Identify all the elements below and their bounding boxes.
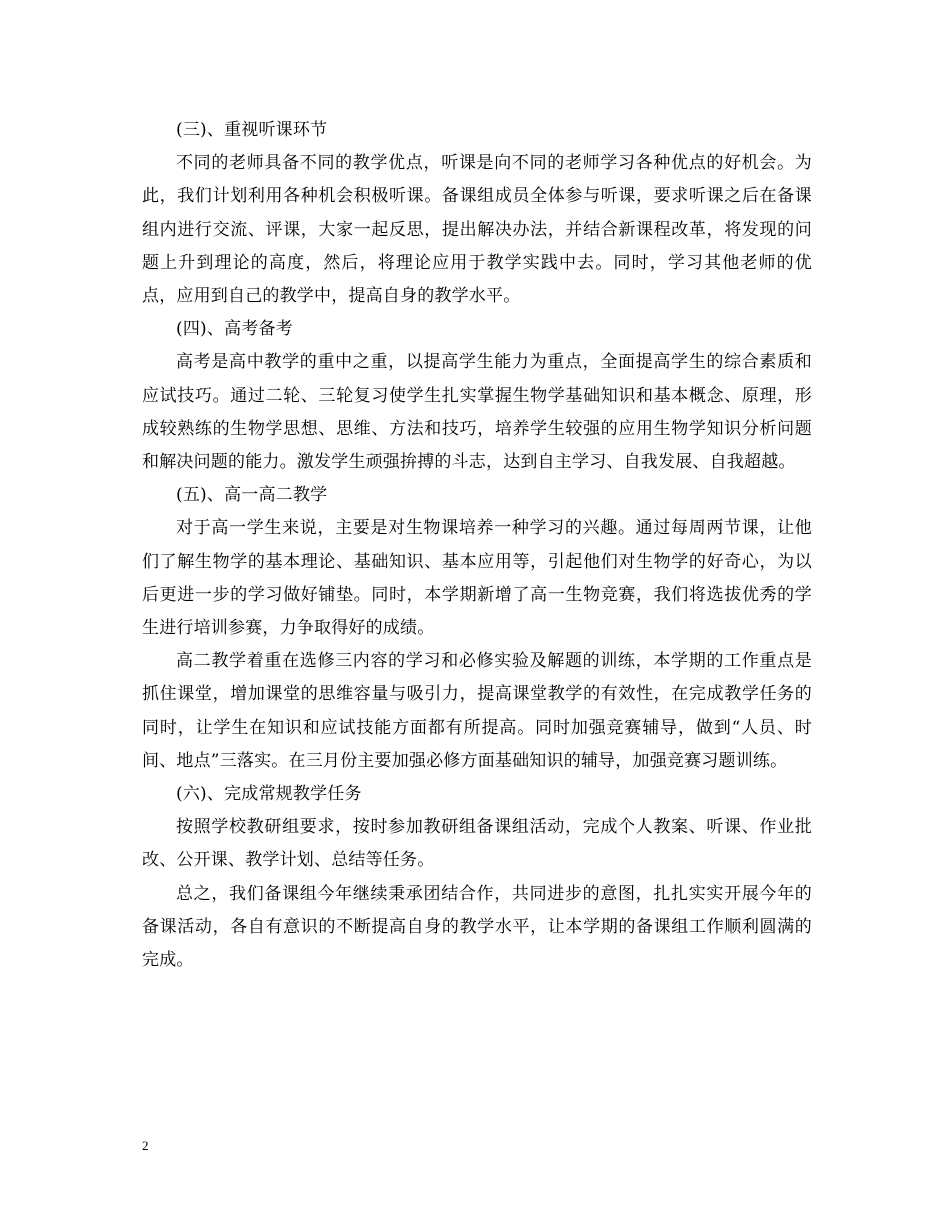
paragraph-grade-10-teaching: 对于高一学生来说，主要是对生物课培养一种学习的兴趣。通过每周两节课，让他们了解生物学的基本理论、基础知识、基本应用等，引起他们对生物学的好奇心，为以后更进一步的学习做好铺垫。同时，本学期新增了高一生物竞赛，我们将选拔优秀的学生进行培训参赛，力争取得好的成绩。 [142,518,812,639]
section-heading-5: (五)、高一高二教学 [176,485,328,506]
section-heading-6: (六)、完成常规教学任务 [176,784,362,805]
page-number: 2 [142,1138,149,1153]
paragraph-routine-tasks: 按照学校教研组要求，按时参加教研组备课组活动，完成个人教案、听课、作业批改、公开课、教学计划、总结等任务。 [142,817,812,871]
paragraph-grade-11-teaching: 高二教学着重在选修三内容的学习和必修实验及解题的训练，本学期的工作重点是抓住课堂，增加课堂的思维容量与吸引力，提高课堂教学的有效性，在完成教学任务的同时，让学生在知识和应试技能方面都有所提高。同时加强竞赛辅导，做到“人员、时间、地点”三落实。在三月份主要加强必修方面基础知识的辅导，加强竞赛习题训练。 [142,651,812,771]
section-heading-4: (四)、高考备考 [176,319,293,340]
paragraph-summary: 总之，我们备课组今年继续秉承团结合作，共同进步的意图，扎扎实实开展今年的备课活动，各自有意识的不断提高自身的教学水平，让本学期的备课组工作顺利圆满的完成。 [142,883,812,971]
section-heading-3: (三)、重视听课环节 [176,120,328,140]
paragraph-lesson-observation: 不同的老师具备不同的教学优点，听课是向不同的老师学习各种优点的好机会。为此，我们计划利用各种机会积极听课。备课组成员全体参与听课，要求听课之后在备课组内进行交流、评课，大家一起反思，提出解决办法，并结合新课程改革，将发现的问题上升到理论的高度，然后，将理论应用于教学实践中去。同时，学习其他老师的优点，应用到自己的教学中，提高自身的教学水平。 [142,153,812,307]
paragraph-college-exam-prep: 高考是高中教学的重中之重，以提高学生能力为重点，全面提高学生的综合素质和应试技巧。通过二轮、三轮复习使学生扎实掌握生物学基础知识和基本概念、原理，形成较熟练的生物学思想、思维、方法和技巧，培养学生较强的应用生物学知识分析问题和解决问题的能力。激发学生顽强拚搏的斗志，达到自主学习、自我发展、自我超越。 [142,352,812,473]
document-body [142,114,812,977]
